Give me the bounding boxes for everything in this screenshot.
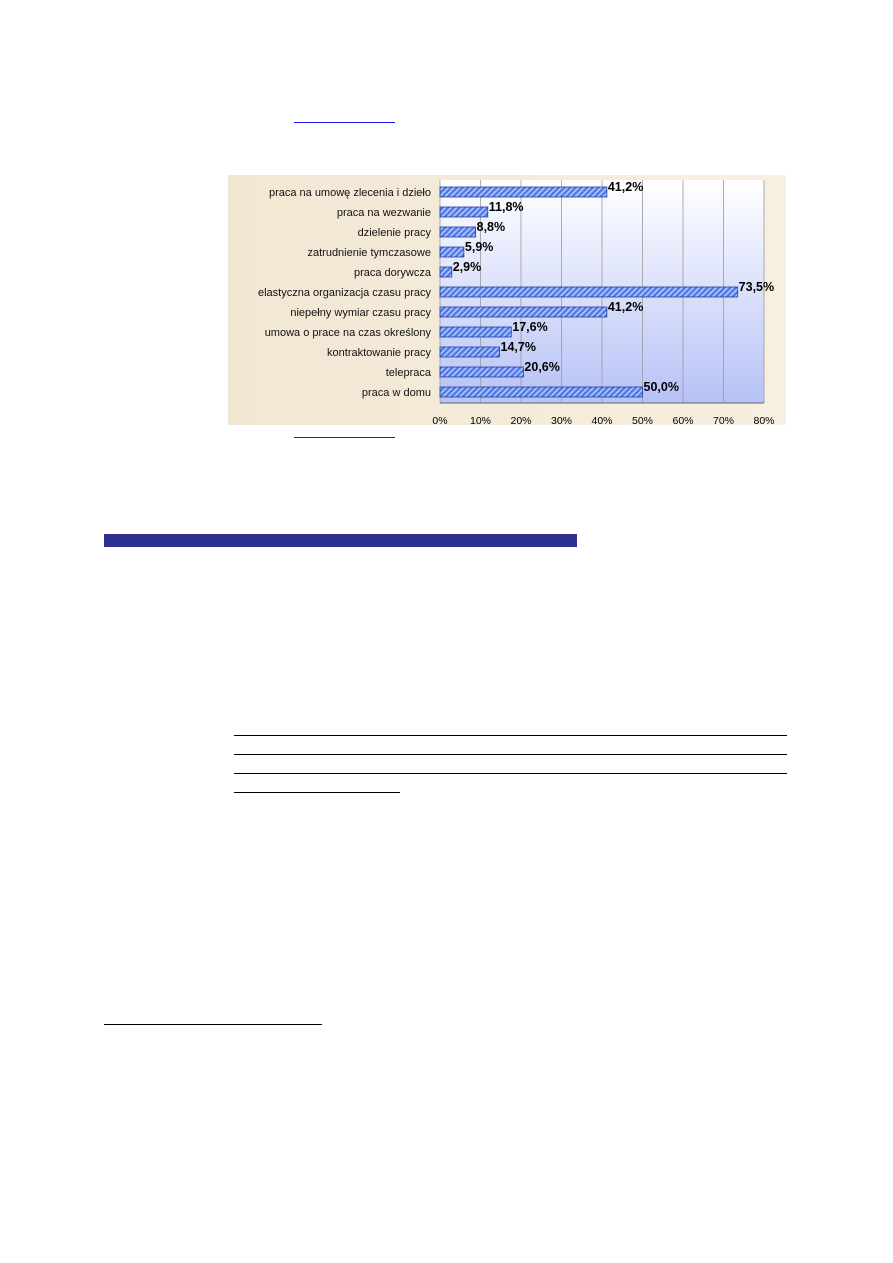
data-label: 5,9% bbox=[464, 240, 494, 254]
link-underline-top[interactable] bbox=[294, 122, 395, 123]
x-tick-label: 50% bbox=[631, 415, 654, 425]
x-tick-label: 0% bbox=[432, 415, 448, 425]
x-tick-label: 40% bbox=[591, 415, 613, 425]
footnote-separator bbox=[104, 1024, 322, 1025]
category-label: dzielenie pracy bbox=[357, 227, 431, 239]
category-label: kontraktowanie pracy bbox=[327, 347, 431, 359]
data-label: 50,0% bbox=[643, 380, 679, 394]
table-rule-3 bbox=[234, 773, 787, 774]
table-rule-4 bbox=[234, 792, 400, 793]
category-label: praca w domu bbox=[361, 387, 431, 399]
data-label: 17,6% bbox=[512, 320, 548, 334]
category-label: telepraca bbox=[385, 367, 431, 379]
bar bbox=[440, 227, 476, 237]
bar bbox=[440, 187, 607, 197]
bar bbox=[440, 367, 523, 377]
category-label: praca dorywcza bbox=[353, 267, 431, 279]
bar bbox=[440, 347, 500, 357]
bar bbox=[440, 327, 511, 337]
section-heading-bar bbox=[104, 534, 577, 547]
data-label: 20,6% bbox=[524, 360, 560, 374]
data-label: 11,8% bbox=[488, 200, 524, 214]
data-label: 8,8% bbox=[476, 220, 506, 234]
x-tick-label: 30% bbox=[550, 415, 573, 425]
chart-panel bbox=[228, 175, 786, 425]
x-tick-label: 20% bbox=[510, 415, 532, 425]
table-rule-1 bbox=[234, 735, 787, 736]
data-label: 2,9% bbox=[452, 260, 482, 274]
data-label: 14,7% bbox=[500, 340, 536, 354]
bar-chart bbox=[228, 175, 786, 425]
bar bbox=[440, 207, 488, 217]
category-label: elastyczna organizacja czasu pracy bbox=[257, 287, 431, 299]
bar bbox=[440, 247, 464, 257]
bar bbox=[440, 387, 643, 397]
data-label: 41,2% bbox=[607, 300, 644, 314]
category-label: praca na umowę zlecenia i dzieło bbox=[268, 187, 431, 199]
x-tick-label: 10% bbox=[469, 415, 492, 425]
data-label: 73,5% bbox=[738, 280, 775, 294]
category-label: umowa o prace na czas określony bbox=[264, 327, 431, 339]
x-tick-label: 80% bbox=[753, 415, 775, 425]
x-tick-label: 70% bbox=[712, 415, 735, 425]
x-tick-label: 60% bbox=[672, 415, 694, 425]
category-label: zatrudnienie tymczasowe bbox=[307, 247, 431, 259]
bar bbox=[440, 287, 738, 297]
bar bbox=[440, 267, 452, 277]
data-label: 41,2% bbox=[607, 180, 644, 194]
link-underline-bottom[interactable] bbox=[294, 437, 395, 438]
category-label: praca na wezwanie bbox=[336, 207, 431, 219]
bar bbox=[440, 307, 607, 317]
category-label: niepełny wymiar czasu pracy bbox=[290, 307, 431, 319]
table-rule-2 bbox=[234, 754, 787, 755]
